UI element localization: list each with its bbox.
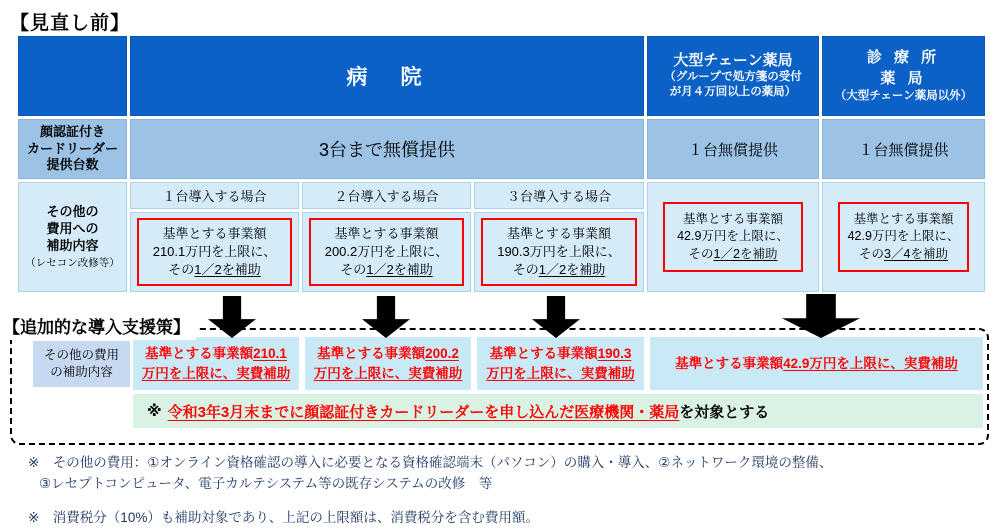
pharmacy-name: 薬 局	[880, 69, 927, 87]
chain-subsidy-cell	[647, 182, 819, 292]
support-cell-2-underlined: 200.2万円を上限に、実費補助	[313, 345, 463, 381]
devices-chain-cell: １台無償提供	[647, 119, 819, 179]
case-2-line3-prefix: その	[340, 262, 367, 278]
case-3-subsidy-box	[481, 218, 637, 286]
clinic-pharmacy-note: （大型チェーン薬局以外）	[834, 89, 973, 102]
devices-hospital-cell: 3台まで無償提供	[130, 119, 644, 179]
subsidy-row-label	[18, 182, 127, 292]
case-3-line3	[513, 261, 605, 279]
support-cell-hospital-2	[305, 337, 471, 390]
devices-label-line1: 顔認証付き	[39, 123, 105, 139]
clinic-line3	[859, 246, 948, 264]
clinic-line3-prefix: その	[859, 246, 885, 261]
case-1-line3	[168, 261, 260, 279]
support-row-label	[33, 341, 130, 387]
case-2-line3	[340, 261, 432, 279]
header-empty-cell	[18, 36, 127, 116]
subsidy-label-note: （レセコン改修等）	[25, 256, 120, 269]
support-cell-hospital-1	[133, 337, 299, 390]
devices-row-label	[18, 119, 127, 179]
chain-line3-underlined: 1／2を補助	[713, 246, 778, 261]
chain-line3-prefix: その	[688, 246, 714, 261]
support-label-line2: の補助内容	[50, 365, 113, 379]
before-revision-title: 【見直し前】	[10, 13, 131, 34]
chain-subsidy-wrap	[648, 183, 818, 291]
hospital-case-3	[474, 182, 644, 292]
footnote-1-line1: ※ その他の費用：①オンライン資格確認の導入に必要となる資格確認端末（パソコン）の購入・導入、②ネットワーク環境の整備、	[28, 455, 833, 470]
support-cell-1-underlined: 210.1万円を上限に、実費補助	[141, 345, 291, 381]
support-cell-4-underlined: 42.9万円を上限に、実費補助	[783, 355, 958, 371]
subsidy-table	[18, 36, 985, 292]
case-2-header: ２台導入する場合	[302, 182, 471, 209]
chain-pharmacy-note-line1: （グループで処方箋の受付	[664, 71, 802, 84]
hospital-case-2	[302, 182, 471, 292]
clinic-subsidy-cell	[822, 182, 985, 292]
clinic-name: 診 療 所	[866, 49, 941, 67]
subsidy-label-line1: その他の	[46, 203, 99, 219]
footnote-2: ※ 消費税分（10%）も補助対象であり、上記の上限額は、消費税分を含む費用額。	[28, 509, 539, 525]
case-1-line1: 基準とする事業額	[162, 225, 267, 241]
case-1-header: １台導入する場合	[130, 182, 299, 209]
case-2-line2: 200.2万円を上限に、	[324, 243, 449, 259]
support-cell-1-prefix: 基準とする事業額	[145, 345, 254, 361]
case-2-subsidy-box	[309, 218, 464, 286]
header-clinic-pharmacy	[822, 36, 985, 116]
subsidy-label-line3: 補助内容	[46, 237, 99, 253]
chain-line2: 42.9万円を上限に、	[677, 229, 789, 244]
note-red-text: 令和3年3月末までに顔認証付きカードリーダーを申し込んだ医療機関・薬局	[167, 403, 680, 421]
case-3-line3-prefix: その	[512, 262, 539, 278]
support-cell-2-prefix: 基準とする事業額	[317, 345, 426, 361]
case-3-line3-underlined: 1／2を補助	[538, 262, 606, 278]
case-1-body	[130, 212, 299, 292]
support-label-line1: その他の費用	[43, 348, 119, 363]
clinic-line1: 基準とする事業額	[853, 211, 954, 226]
case-1-line3-underlined: 1／2を補助	[194, 262, 261, 278]
subsidy-label-line2: 費用への	[46, 220, 99, 236]
case-2-body	[302, 212, 471, 292]
support-cell-3-underlined: 190.3万円を上限に、実費補助	[486, 345, 635, 381]
chain-line1: 基準とする事業額	[682, 211, 783, 226]
clinic-line3-underlined: 3／4を補助	[884, 246, 948, 261]
case-1-line3-prefix: その	[168, 262, 195, 278]
devices-clinic-cell: １台無償提供	[822, 119, 985, 179]
devices-label-line2: カードリーダー	[26, 140, 118, 156]
chain-subsidy-box	[663, 202, 803, 272]
hospital-case-1	[130, 182, 299, 292]
footnotes	[28, 453, 988, 529]
support-cell-hospital-3	[477, 337, 644, 390]
devices-label-line3: 提供台数	[46, 157, 99, 173]
chain-pharmacy-note-line2: が月４万回以上の薬局）	[669, 86, 797, 99]
case-3-header: ３台導入する場合	[474, 182, 644, 209]
case-2-line3-underlined: 1／2を補助	[366, 262, 433, 278]
footnote-1-line2: ③レセプトコンピュータ、電子カルテシステム等の既存システムの改修 等	[39, 475, 493, 491]
support-cell-pharmacies	[650, 337, 983, 390]
case-2-line1: 基準とする事業額	[334, 225, 439, 241]
chain-pharmacy-name: 大型チェーン薬局	[673, 51, 793, 69]
chain-line3	[689, 246, 778, 264]
case-3-line2: 190.3万円を上限に、	[497, 243, 621, 259]
clinic-subsidy-wrap	[823, 183, 984, 291]
deadline-note	[133, 394, 983, 428]
clinic-subsidy-box	[838, 202, 969, 272]
note-tail-text: を対象とする	[679, 403, 770, 421]
header-hospital: 病 院	[130, 36, 644, 116]
case-3-body	[474, 212, 644, 292]
case-3-line1: 基準とする事業額	[506, 225, 611, 241]
note-asterisk: ※	[147, 403, 162, 420]
support-cell-3-prefix: 基準とする事業額	[489, 345, 598, 361]
additional-support-title: 【追加的な導入支援策】	[3, 311, 196, 340]
support-cell-4-prefix: 基準とする事業額	[675, 355, 784, 371]
case-1-line2: 210.1万円を上限に、	[152, 243, 277, 259]
clinic-line2: 42.9万円を上限に、	[847, 229, 960, 244]
case-1-subsidy-box	[137, 218, 292, 286]
header-chain-pharmacy	[647, 36, 819, 116]
